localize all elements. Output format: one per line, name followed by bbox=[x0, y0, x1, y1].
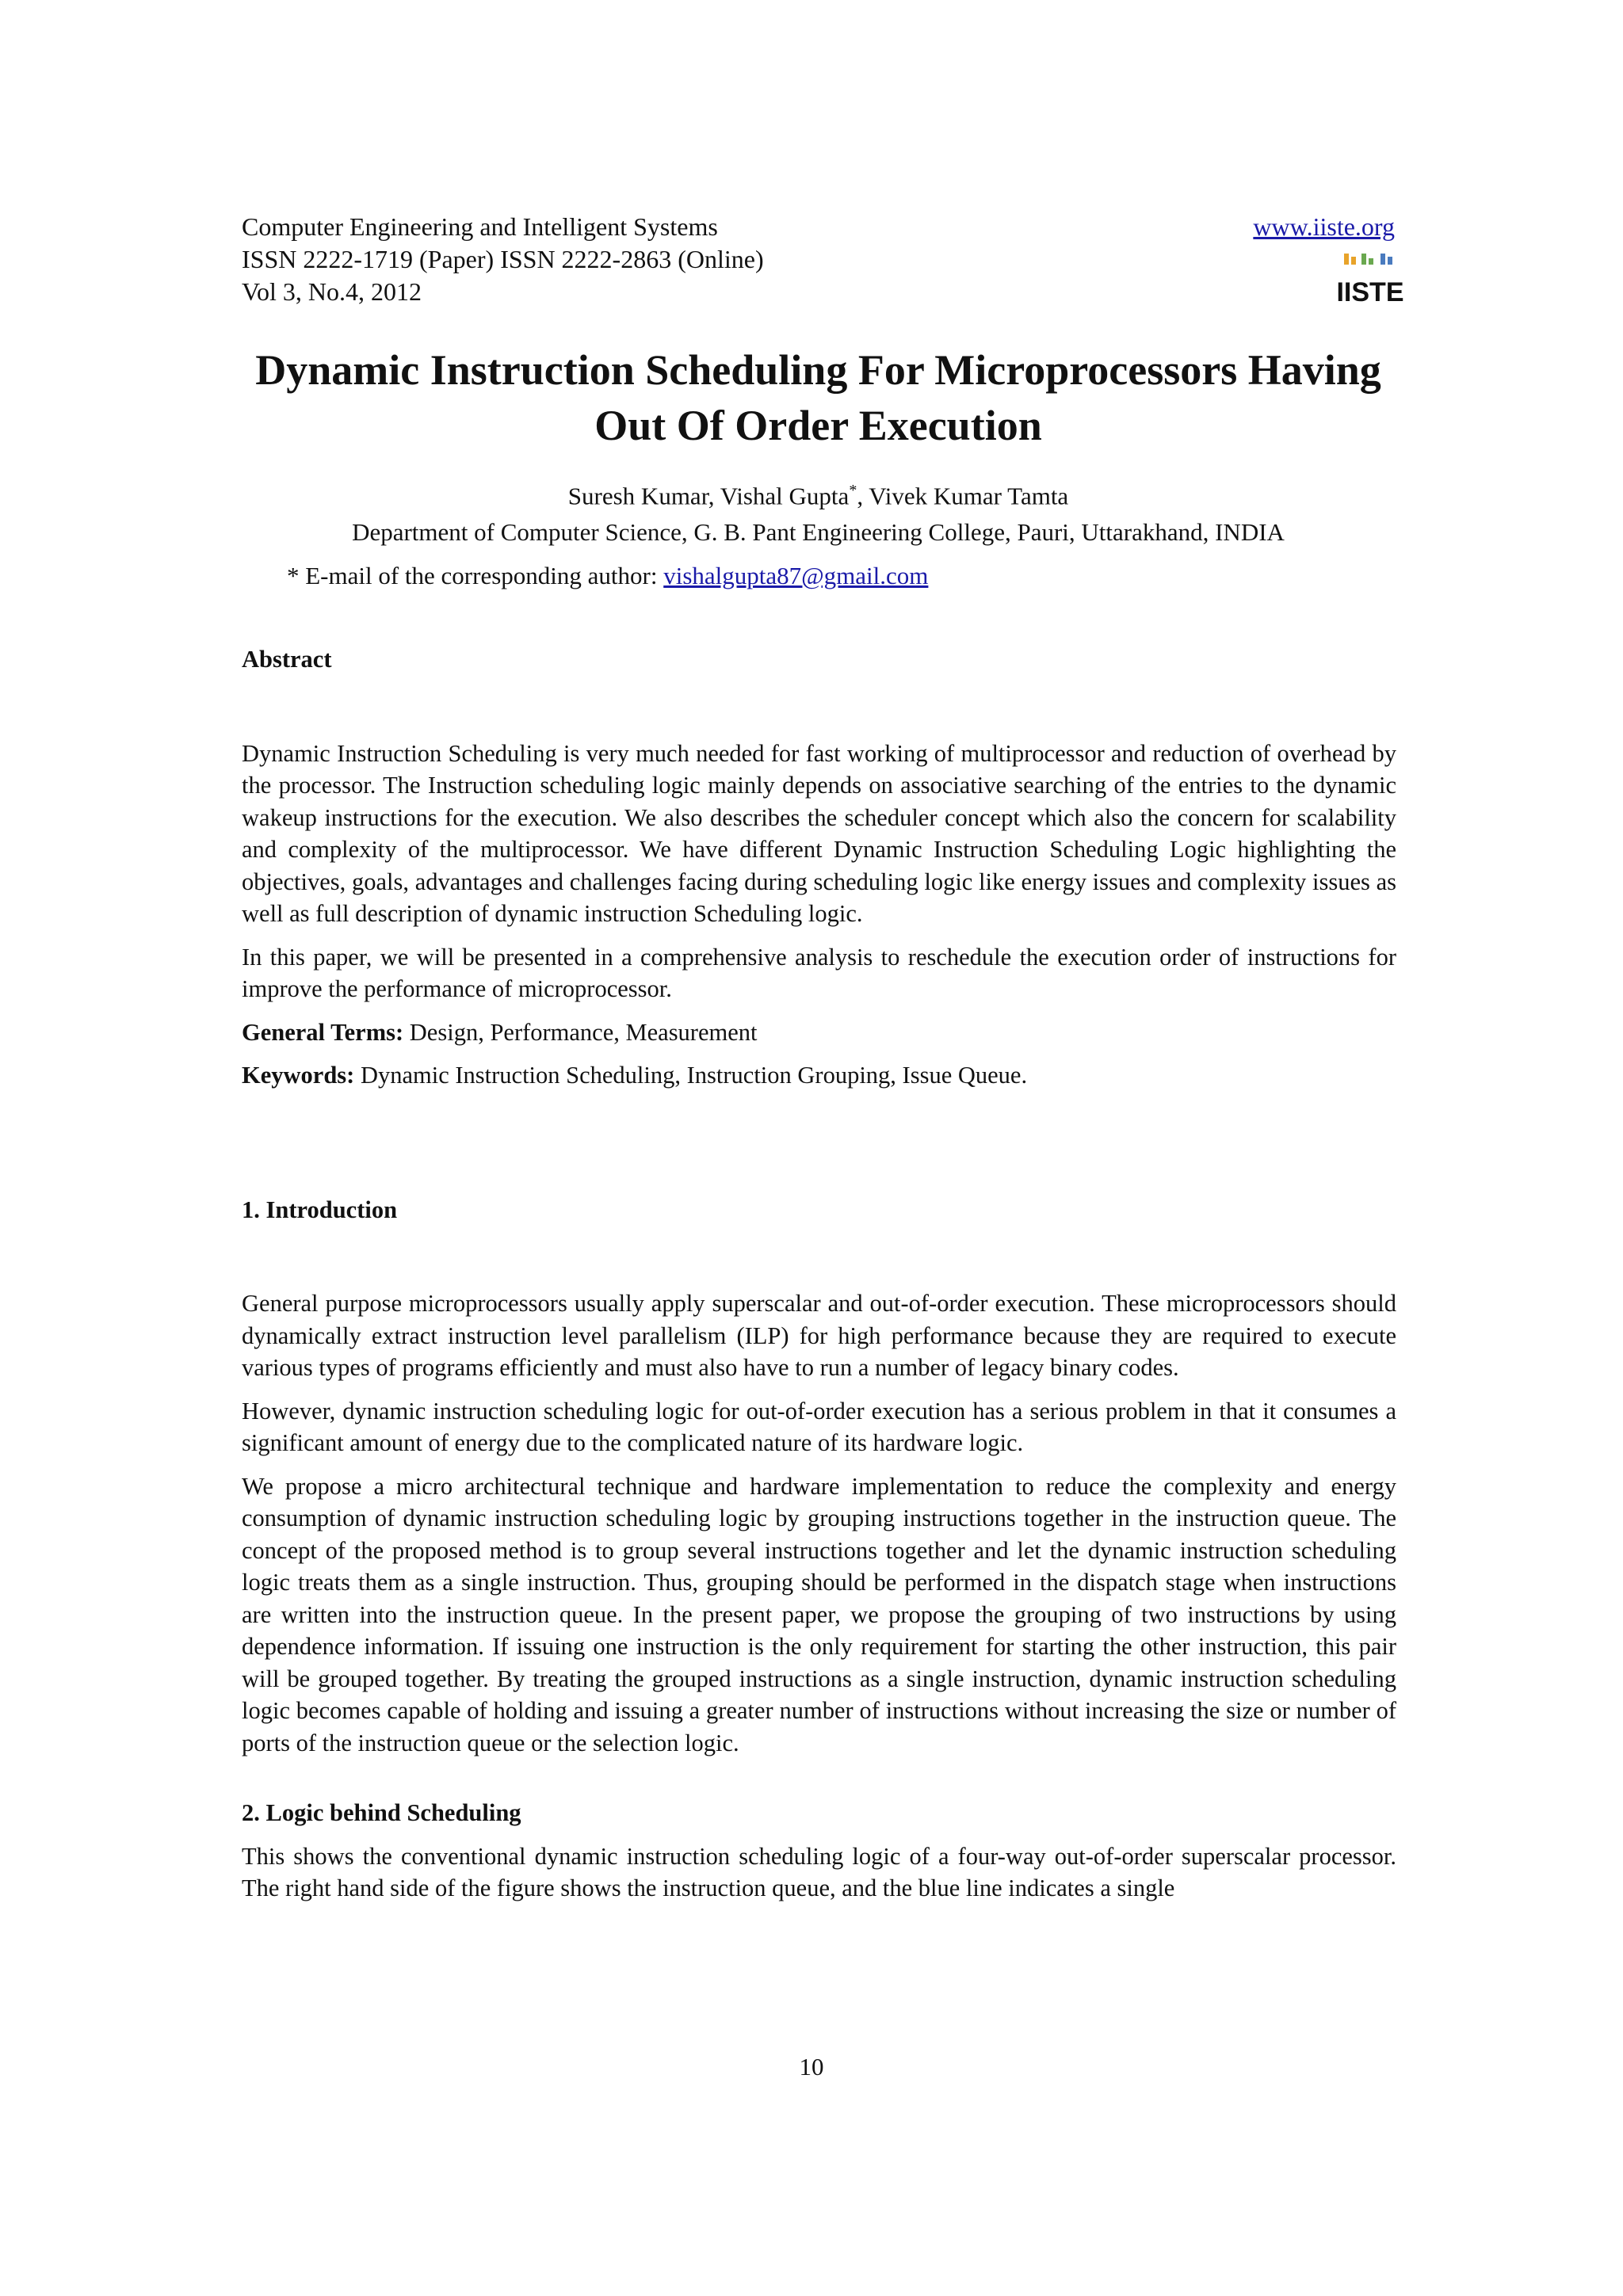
abstract-heading: Abstract bbox=[242, 646, 332, 673]
introduction-paragraph-1: General purpose microprocessors usually apply superscalar and out-of-order execution. These microprocessors should dynamically extract instruction level parallelism (ILP) for high performance because they are required to execute various types of programs efficiently and must also have to run a number of legacy binary codes. bbox=[242, 1290, 1396, 1381]
journal-issn: ISSN 2222-1719 (Paper) ISSN 2222-2863 (Online) bbox=[242, 245, 764, 273]
abstract-paragraph-2: In this paper, we will be presented in a comprehensive analysis to reschedule the execution order of instructions for improve the performance of microprocessor. bbox=[242, 943, 1396, 1002]
introduction-heading: 1. Introduction bbox=[242, 1196, 398, 1223]
author-email-link[interactable]: vishalgupta87@gmail.com bbox=[663, 562, 929, 589]
paper-body bbox=[242, 643, 1396, 1916]
introduction-paragraph-3: We propose a micro architectural technique and hardware implementation to reduce the complexity and energy consumption of dynamic instruction scheduling logic by grouping instructions together in the instruction queue. The concept of the proposed method is to group several instructions together and let the dynamic instruction scheduling logic treats them as a single instruction. Thus, grouping should be performed in the dispatch stage when instructions are written into the instruction queue. In the present paper, we propose the grouping of two instructions by using dependence information. If issuing one instruction is the only requirement for starting the other instruction, this pair will be grouped together. By treating the grouped instructions as a single instruction, dynamic instruction scheduling logic becomes capable of holding and issuing a greater number of instructions without increasing the size or number of ports of the instruction queue or the selection logic. bbox=[242, 1472, 1396, 1756]
abstract-paragraph-1: Dynamic Instruction Scheduling is very much needed for fast working of multiprocessor and reduction of overhead by the processor. The Instruction scheduling logic mainly depends on associative searching of the entries to the dynamic wakeup instructions for the execution. We also describes the scheduler concept which also the concern for scalability and complexity of the multiprocessor. We have different Dynamic Instruction Scheduling Logic highlighting the objectives, goals, advantages and challenges facing during scheduling logic like energy issues and complexity issues as well as full description of dynamic instruction Scheduling logic. bbox=[242, 739, 1396, 927]
paper-title-line-2: Out Of Order Execution bbox=[594, 402, 1042, 449]
general-terms-label: General Terms: bbox=[242, 1018, 404, 1046]
paper-authors bbox=[242, 474, 1395, 513]
iiste-logo bbox=[1336, 252, 1404, 307]
journal-name: Computer Engineering and Intelligent Systems bbox=[242, 212, 718, 241]
page-number: 10 bbox=[799, 2053, 824, 2081]
journal-website-link[interactable]: www.iiste.org bbox=[1253, 212, 1395, 241]
logic-paragraph-1: This shows the conventional dynamic instruction scheduling logic of a four-way out-of-order superscalar processor. The right hand side of the figure shows the instruction queue, and the blue line indicates a single bbox=[242, 1842, 1396, 1901]
keywords bbox=[242, 1059, 1396, 1092]
introduction-paragraph-2: However, dynamic instruction scheduling logic for out-of-order execution has a serious problem in that it consumes a significant amount of energy due to the complicated nature of its hardware logic. bbox=[242, 1397, 1396, 1456]
general-terms-value: Design, Performance, Measurement bbox=[403, 1018, 758, 1046]
keywords-value: Dynamic Instruction Scheduling, Instruction Grouping, Issue Queue. bbox=[354, 1062, 1028, 1089]
email-label: * E-mail of the corresponding author: bbox=[287, 562, 664, 589]
authors-primary: Suresh Kumar, Vishal Gupta bbox=[567, 482, 850, 510]
corresponding-author-mark: * bbox=[849, 482, 857, 499]
logo-text: IISTE bbox=[1336, 277, 1404, 307]
authors-secondary: , Vivek Kumar Tamta bbox=[857, 482, 1069, 510]
keywords-label: Keywords: bbox=[242, 1062, 355, 1089]
journal-header bbox=[242, 211, 1272, 308]
journal-volume: Vol 3, No.4, 2012 bbox=[242, 277, 422, 306]
general-terms bbox=[242, 1016, 1396, 1049]
logic-heading: 2. Logic behind Scheduling bbox=[242, 1799, 521, 1826]
paper-title bbox=[242, 342, 1395, 453]
paper-affiliation: Department of Computer Science, G. B. Pant Engineering College, Pauri, Uttarakhand, INDIA bbox=[352, 518, 1285, 546]
corresponding-email-line bbox=[287, 559, 1396, 593]
paper-title-line-1: Dynamic Instruction Scheduling For Microprocessors Having bbox=[255, 346, 1381, 394]
